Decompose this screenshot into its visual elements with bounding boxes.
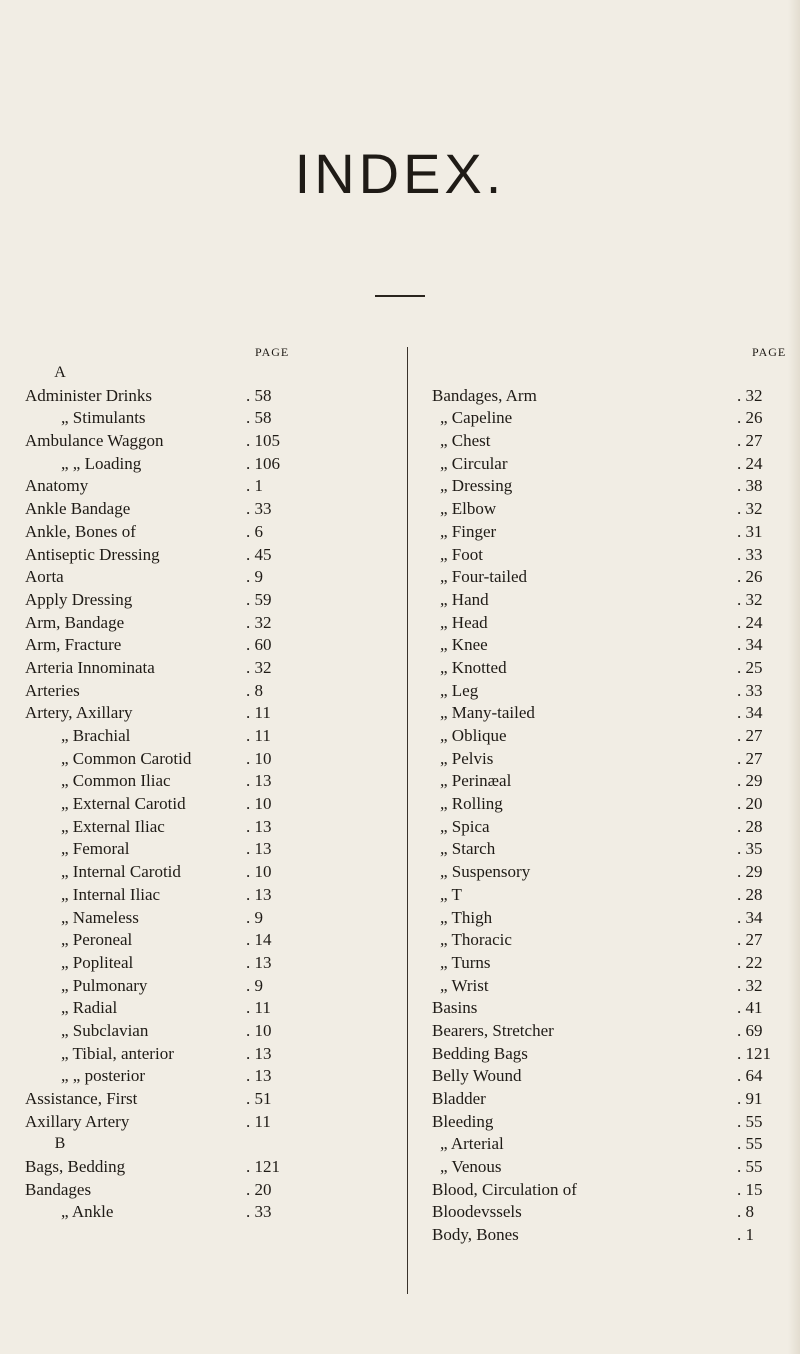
entry-label: Bleeding <box>432 1111 494 1131</box>
entry-label: Ankle Bandage <box>25 499 131 519</box>
index-entry <box>25 498 395 521</box>
entry-label: Administer Drinks <box>25 385 153 405</box>
entry-label: „ Knee <box>440 635 488 655</box>
index-entry <box>432 1224 777 1247</box>
index-entry <box>25 475 395 498</box>
entry-page-number: . 27 <box>737 748 763 768</box>
entry-page-number: . 34 <box>737 703 763 723</box>
index-entry <box>25 725 395 748</box>
entry-label: A <box>54 364 66 381</box>
index-entry <box>432 838 777 861</box>
index-entry <box>432 1179 777 1202</box>
index-entry <box>25 589 395 612</box>
entry-label: Bloodevssels <box>432 1202 522 1222</box>
entry-page-number: . 28 <box>737 884 763 904</box>
entry-label: „ Rolling <box>440 794 503 814</box>
entry-page-number: . 106 <box>246 453 280 473</box>
index-entry <box>432 1156 777 1179</box>
entry-label: „ T <box>440 884 462 904</box>
entry-page-number: . 31 <box>737 521 763 541</box>
section-letter <box>25 362 395 385</box>
index-entry <box>25 453 395 476</box>
index-entry <box>432 861 777 884</box>
entry-page-number: . 8 <box>737 1202 754 1222</box>
index-entry <box>432 997 777 1020</box>
index-entry <box>432 770 777 793</box>
entry-page-number: . 8 <box>246 680 263 700</box>
entry-page-number: . 32 <box>737 589 763 609</box>
page-column-header: PAGE <box>752 345 787 359</box>
entry-label: „ Hand <box>440 589 489 609</box>
entry-label: Apply Dressing <box>25 589 133 609</box>
entry-label: „ Brachial <box>61 726 131 745</box>
entry-label: „ Perinæal <box>440 771 512 791</box>
entry-page-number: . 26 <box>737 567 763 587</box>
entry-page-number: . 20 <box>737 794 763 814</box>
entry-label: „ Spica <box>440 816 490 836</box>
entry-label: „ Oblique <box>440 726 507 745</box>
entry-label: „ External Carotid <box>61 794 186 814</box>
entry-page-number: . 29 <box>737 771 763 791</box>
entry-label: „ Popliteal <box>61 952 134 972</box>
entry-page-number: . 32 <box>737 385 763 405</box>
entry-page-number: . 33 <box>246 1202 272 1222</box>
index-entry <box>432 544 777 567</box>
entry-label: „ Radial <box>61 998 118 1018</box>
entry-label: „ Internal Carotid <box>61 862 181 882</box>
entry-page-number: . 22 <box>737 952 763 972</box>
entry-page-number: . 38 <box>737 476 763 496</box>
entry-page-number: . 33 <box>246 499 272 519</box>
entry-label: „ Elbow <box>440 499 497 519</box>
entry-page-number: . 29 <box>737 862 763 882</box>
entry-label: Basins <box>432 998 478 1018</box>
entry-page-number: . 27 <box>737 431 763 451</box>
entry-page-number: . 11 <box>246 1111 271 1131</box>
entry-label: „ Dressing <box>440 476 513 496</box>
index-entry <box>432 657 777 680</box>
index-entry <box>25 1043 395 1066</box>
left-entry-list <box>25 362 395 1224</box>
entry-label: „ „ Loading <box>61 453 142 473</box>
entry-label: „ External Iliac <box>61 816 165 836</box>
entry-page-number: . 11 <box>246 998 271 1018</box>
entry-label: Bladder <box>432 1089 486 1108</box>
entry-label: Artery, Axillary <box>25 703 133 723</box>
entry-page-number: . 13 <box>246 1066 272 1086</box>
entry-label: Bandages <box>25 1179 92 1199</box>
entry-label: B <box>54 1135 66 1153</box>
index-entry <box>432 634 777 657</box>
index-entry <box>25 1088 395 1111</box>
entry-page-number: . 32 <box>246 612 272 632</box>
entry-label: „ Femoral <box>61 839 130 859</box>
entry-label: „ Common Carotid <box>61 748 192 768</box>
entry-page-number: . 13 <box>246 884 272 904</box>
index-entry <box>432 929 777 952</box>
index-entry <box>432 589 777 612</box>
page-column-header: PAGE <box>255 345 290 359</box>
entry-label: „ Tibial, anterior <box>61 1043 174 1063</box>
index-entry <box>25 1201 395 1224</box>
entry-label: „ Capeline <box>440 408 513 428</box>
page-edge-shadow <box>788 0 800 1354</box>
entry-page-number: . 32 <box>737 499 763 519</box>
entry-label: Bearers, Stretcher <box>432 1020 554 1040</box>
entry-page-number: . 9 <box>246 567 263 587</box>
index-entry <box>25 770 395 793</box>
entry-label: Arteries <box>25 680 80 700</box>
index-entry <box>432 475 777 498</box>
index-entry <box>25 544 395 567</box>
entry-label: „ Ankle <box>61 1202 114 1222</box>
entry-page-number: . 55 <box>737 1111 763 1131</box>
entry-page-number: . 6 <box>246 521 263 541</box>
entry-page-number: . 45 <box>246 544 272 564</box>
entry-page-number: . 9 <box>246 975 263 995</box>
right-entry-list <box>432 362 777 1247</box>
entry-page-number: . 13 <box>246 839 272 859</box>
index-entry <box>432 975 777 998</box>
entry-page-number: . 34 <box>737 907 763 927</box>
index-entry <box>432 566 777 589</box>
entry-label: „ Thoracic <box>440 930 512 950</box>
entry-page-number: . 33 <box>737 680 763 700</box>
entry-label: Assistance, First <box>25 1089 138 1108</box>
index-entry <box>25 702 395 725</box>
index-entry <box>25 634 395 657</box>
index-entry <box>432 748 777 771</box>
index-entry <box>25 838 395 861</box>
index-entry <box>25 1179 395 1202</box>
index-entry <box>432 612 777 635</box>
index-entry <box>25 566 395 589</box>
entry-label: Body, Bones <box>432 1225 519 1245</box>
index-entry <box>25 521 395 544</box>
entry-page-number: . 13 <box>246 952 272 972</box>
entry-page-number: . 27 <box>737 726 763 745</box>
index-entry <box>432 362 777 385</box>
index-entry <box>432 680 777 703</box>
index-entry <box>432 430 777 453</box>
index-entry <box>25 929 395 952</box>
entry-page-number: . 11 <box>246 703 271 723</box>
entry-page-number: . 13 <box>246 816 272 836</box>
index-entry <box>25 612 395 635</box>
entry-label: Arm, Bandage <box>25 612 125 632</box>
entry-page-number: . 10 <box>246 748 272 768</box>
index-entry <box>25 1065 395 1088</box>
index-entry <box>432 1111 777 1134</box>
entry-label: „ Four-tailed <box>440 567 527 587</box>
entry-page-number: . 59 <box>246 589 272 609</box>
index-entry <box>25 861 395 884</box>
entry-label: Ankle, Bones of <box>25 521 136 541</box>
entry-page-number: . 20 <box>246 1179 272 1199</box>
entry-page-number: . 9 <box>246 907 263 927</box>
index-entry <box>432 1065 777 1088</box>
entry-page-number: . 1 <box>737 1225 754 1245</box>
index-entry <box>432 816 777 839</box>
index-entry <box>432 952 777 975</box>
entry-label: „ Venous <box>440 1157 502 1177</box>
entry-page-number: . 121 <box>737 1043 771 1063</box>
index-entry <box>25 884 395 907</box>
entry-label: „ Common Iliac <box>61 771 171 791</box>
entry-label: Belly Wound <box>432 1066 522 1086</box>
entry-label: „ Pelvis <box>440 748 494 768</box>
entry-label: Arteria Innominata <box>25 657 155 677</box>
index-entry <box>432 1088 777 1111</box>
entry-label: „ Finger <box>440 521 497 541</box>
entry-label: Bandages, Arm <box>432 385 537 405</box>
index-entry <box>432 498 777 521</box>
index-entry <box>432 884 777 907</box>
entry-page-number: . 58 <box>246 385 272 405</box>
entry-label: „ Stimulants <box>61 408 146 428</box>
entry-label: Blood, Circulation of <box>432 1179 577 1199</box>
index-entry <box>25 1020 395 1043</box>
entry-label: Arm, Fracture <box>25 635 122 655</box>
entry-label: „ Peroneal <box>61 930 133 950</box>
entry-label: Aorta <box>25 567 64 587</box>
title-rule <box>375 295 425 297</box>
entry-page-number: . 32 <box>737 975 763 995</box>
entry-page-number: . 34 <box>737 635 763 655</box>
entry-page-number: . 32 <box>246 657 272 677</box>
entry-page-number: . 26 <box>737 408 763 428</box>
index-entry <box>25 952 395 975</box>
entry-label: „ Foot <box>440 544 483 564</box>
entry-label: „ Nameless <box>61 907 139 927</box>
index-entry <box>25 385 395 408</box>
index-entry <box>432 1020 777 1043</box>
index-entry <box>25 748 395 771</box>
entry-page-number: . 13 <box>246 771 272 791</box>
entry-page-number: . 35 <box>737 839 763 859</box>
entry-page-number: . 24 <box>737 612 763 632</box>
index-entry <box>25 407 395 430</box>
entry-label: Bags, Bedding <box>25 1157 126 1177</box>
entry-page-number: . 121 <box>246 1157 280 1177</box>
entry-page-number: . 69 <box>737 1020 763 1040</box>
entry-page-number: . 10 <box>246 862 272 882</box>
entry-label: „ Knotted <box>440 657 507 677</box>
entry-page-number: . 15 <box>737 1179 763 1199</box>
entry-page-number: . 27 <box>737 930 763 950</box>
index-entry <box>432 793 777 816</box>
page-title: INDEX. <box>294 142 506 205</box>
entry-page-number: . 105 <box>246 431 280 451</box>
index-entry <box>25 975 395 998</box>
entry-label: „ Leg <box>440 680 479 700</box>
entry-page-number: . 10 <box>246 1020 272 1040</box>
index-entry <box>25 430 395 453</box>
entry-page-number: . 58 <box>246 408 272 428</box>
index-entry <box>432 521 777 544</box>
entry-label: „ Wrist <box>440 975 489 995</box>
entry-page-number: . 28 <box>737 816 763 836</box>
index-entry <box>25 907 395 930</box>
entry-label: „ Pulmonary <box>61 975 148 995</box>
entry-page-number: . 55 <box>737 1157 763 1177</box>
entry-label: „ Subclavian <box>61 1020 149 1040</box>
index-entry <box>25 1111 395 1134</box>
entry-label: „ Circular <box>440 453 508 473</box>
entry-page-number: . 13 <box>246 1043 272 1063</box>
entry-label: „ „ posterior <box>61 1066 146 1086</box>
entry-page-number: . 33 <box>737 544 763 564</box>
entry-label: „ Internal Iliac <box>61 884 161 904</box>
entry-page-number: . 11 <box>246 726 271 745</box>
entry-label: Axillary Artery <box>25 1111 130 1131</box>
index-entry <box>25 816 395 839</box>
index-entry <box>432 702 777 725</box>
entry-page-number: . 24 <box>737 453 763 473</box>
index-entry <box>25 1156 395 1179</box>
entry-label: Ambulance Waggon <box>25 431 164 451</box>
entry-label: „ Chest <box>440 431 491 451</box>
entry-page-number: . 10 <box>246 794 272 814</box>
entry-page-number: . 25 <box>737 657 763 677</box>
index-entry <box>25 657 395 680</box>
index-entry <box>432 1043 777 1066</box>
entry-page-number: . 55 <box>737 1134 763 1154</box>
index-entry <box>25 997 395 1020</box>
index-entry <box>432 453 777 476</box>
entry-label: „ Suspensory <box>440 862 531 882</box>
entry-page-number: . 1 <box>246 476 263 496</box>
entry-page-number: . 14 <box>246 930 272 950</box>
index-entry <box>432 907 777 930</box>
index-entry <box>432 1201 777 1224</box>
entry-page-number: . 64 <box>737 1066 763 1086</box>
index-entry <box>25 680 395 703</box>
entry-label: „ Head <box>440 612 488 632</box>
entry-label: „ Starch <box>440 839 496 859</box>
entry-label: Anatomy <box>25 476 89 496</box>
entry-page-number: . 51 <box>246 1089 272 1108</box>
entry-page-number: . 91 <box>737 1089 763 1108</box>
entry-label: Bedding Bags <box>432 1043 528 1063</box>
entry-label: „ Thigh <box>440 907 493 927</box>
entry-label: Antiseptic Dressing <box>25 544 160 564</box>
index-entry <box>432 725 777 748</box>
entry-label: „ Many-tailed <box>440 703 535 723</box>
column-divider <box>407 347 408 1294</box>
entry-page-number: . 60 <box>246 635 272 655</box>
index-entry <box>25 793 395 816</box>
entry-label: „ Turns <box>440 952 491 972</box>
index-entry <box>432 1133 777 1156</box>
section-letter <box>25 1133 395 1156</box>
entry-label: „ Arterial <box>440 1134 504 1154</box>
index-entry <box>432 407 777 430</box>
index-entry <box>432 385 777 408</box>
entry-page-number: . 41 <box>737 998 763 1018</box>
